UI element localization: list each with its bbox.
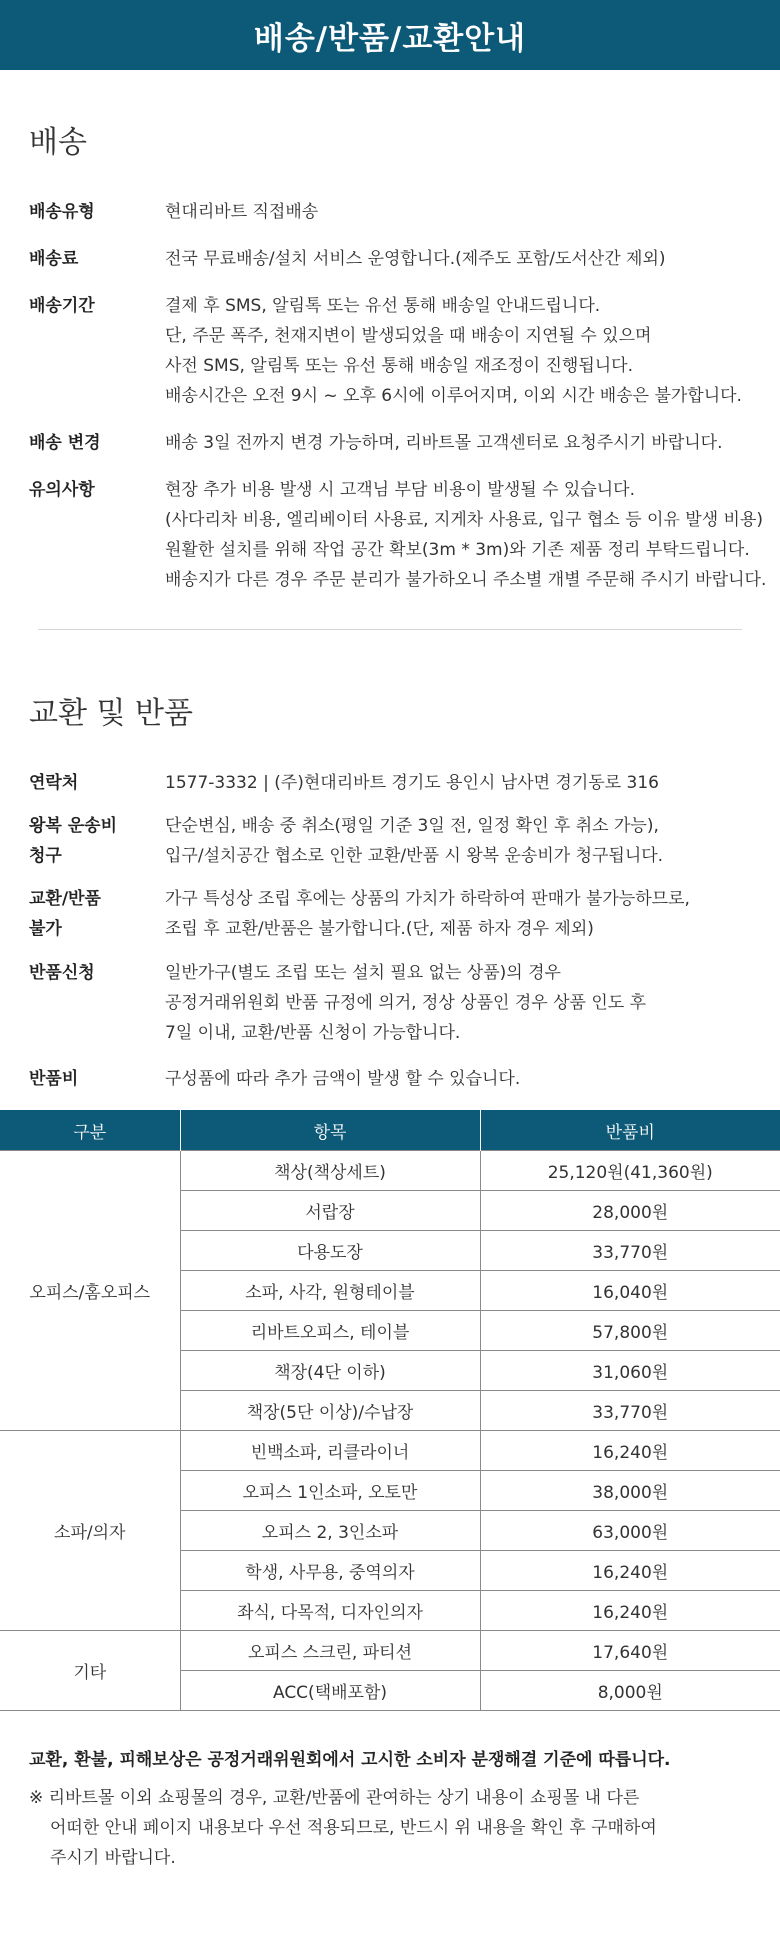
info-row — [0, 197, 780, 227]
info-row-label-line: 배송 변경 — [29, 433, 101, 453]
info-row-label — [29, 475, 165, 595]
info-row-label-line: 배송료 — [29, 249, 79, 269]
item-fee-cell: 33,770원 — [480, 1391, 780, 1431]
page-header — [0, 0, 780, 70]
table-header-row — [0, 1110, 780, 1151]
item-name-cell: 오피스 2, 3인소파 — [180, 1511, 480, 1551]
info-row — [0, 1064, 780, 1094]
info-row-label-line: 청구 — [29, 846, 62, 866]
info-row-value — [165, 768, 780, 798]
info-row — [0, 958, 780, 1048]
info-row-label — [29, 197, 165, 227]
category-cell: 오피스/홈오피스 — [0, 1151, 180, 1431]
info-row-value-line: 일반가구(별도 조립 또는 설치 필요 없는 상품)의 경우 — [165, 963, 561, 983]
info-row-label-line: 교환/반품 — [29, 889, 101, 909]
info-row-value-line: 공정거래위원회 반품 규정에 의거, 정상 상품인 경우 상품 인도 후 — [165, 993, 647, 1013]
info-row — [0, 291, 780, 411]
item-fee-cell: 16,240원 — [480, 1551, 780, 1591]
return-fee-table — [0, 1110, 780, 1711]
info-row-value — [165, 958, 780, 1048]
item-name-cell: 학생, 사무용, 중역의자 — [180, 1551, 480, 1591]
info-row-label-line: 반품비 — [29, 1069, 79, 1089]
info-row-label — [29, 811, 165, 871]
category-cell: 소파/의자 — [0, 1431, 180, 1631]
reference-note-line: ※ 리바트몰 이외 쇼핑몰의 경우, 교환/반품에 관여하는 상기 내용이 쇼핑몰 내 다른 — [29, 1788, 640, 1808]
shipping-section-title: 배송 — [29, 125, 87, 160]
info-row-value-line: 결제 후 SMS, 알림톡 또는 유선 통해 배송일 안내드립니다. — [165, 296, 601, 316]
item-fee-cell: 28,000원 — [480, 1191, 780, 1231]
info-row-label — [29, 768, 165, 798]
info-row-value — [165, 291, 780, 411]
info-row-label-line: 배송유형 — [29, 202, 95, 222]
item-fee-cell: 25,120원(41,360원) — [480, 1151, 780, 1191]
info-row-value — [165, 884, 780, 944]
item-fee-cell: 31,060원 — [480, 1351, 780, 1391]
info-row-label — [29, 291, 165, 411]
info-row-value — [165, 244, 780, 274]
info-row-value-line: 1577-3332 | (주)현대리바트 경기도 용인시 남사면 경기동로 316 — [165, 773, 659, 793]
info-row-label — [29, 244, 165, 274]
info-row-label-line: 반품신청 — [29, 963, 95, 983]
table-row — [0, 1151, 780, 1191]
info-row-label — [29, 884, 165, 944]
info-row-value-line: 현장 추가 비용 발생 시 고객님 부담 비용이 발생될 수 있습니다. — [165, 480, 635, 500]
info-row-value — [165, 811, 780, 871]
info-row-value — [165, 197, 780, 227]
item-fee-cell: 17,640원 — [480, 1631, 780, 1671]
info-row-value-line: 단, 주문 폭주, 천재지변이 발생되었을 때 배송이 지연될 수 있으며 — [165, 326, 652, 346]
info-row-value-line: 사전 SMS, 알림톡 또는 유선 통해 배송일 재조정이 진행됩니다. — [165, 356, 633, 376]
exchange-info-list — [0, 768, 780, 1094]
info-row — [0, 428, 780, 458]
item-fee-cell: 16,240원 — [480, 1591, 780, 1631]
page-title: 배송/반품/교환안내 — [253, 20, 527, 57]
item-fee-cell: 33,770원 — [480, 1231, 780, 1271]
info-row-value-line: 조립 후 교환/반품은 불가합니다.(단, 제품 하자 경우 제외) — [165, 919, 594, 939]
info-row-label-line: 배송기간 — [29, 296, 95, 316]
item-fee-cell: 63,000원 — [480, 1511, 780, 1551]
item-fee-cell: 16,040원 — [480, 1271, 780, 1311]
item-name-cell: 책상(책상세트) — [180, 1151, 480, 1191]
reference-note-line: 어떠한 안내 페이지 내용보다 우선 적용되므로, 반드시 위 내용을 확인 후 구매하여 — [50, 1818, 657, 1838]
exchange-section-title: 교환 및 반품 — [29, 696, 193, 731]
info-row-value-line: (사다리차 비용, 엘리베이터 사용료, 지게차 사용료, 입구 협소 등 이유 발생 비용) — [165, 510, 763, 530]
info-row-value-line: 배송시간은 오전 9시 ~ 오후 6시에 이루어지며, 이외 시간 배송은 불가합니다. — [165, 386, 742, 406]
item-name-cell: 책장(4단 이하) — [180, 1351, 480, 1391]
info-row-label — [29, 1064, 165, 1094]
reference-note — [0, 1783, 780, 1873]
info-row — [0, 475, 780, 595]
item-name-cell: 좌식, 다목적, 디자인의자 — [180, 1591, 480, 1631]
reference-note-line: 주시기 바랍니다. — [50, 1848, 176, 1868]
item-name-cell: ACC(택배포함) — [180, 1671, 480, 1711]
item-fee-cell: 16,240원 — [480, 1431, 780, 1471]
info-row — [0, 768, 780, 798]
info-row-label-line: 불가 — [29, 919, 62, 939]
item-fee-cell: 57,800원 — [480, 1311, 780, 1351]
table-row — [0, 1631, 780, 1671]
item-name-cell: 리바트오피스, 테이블 — [180, 1311, 480, 1351]
item-name-cell: 서랍장 — [180, 1191, 480, 1231]
item-name-cell: 소파, 사각, 원형테이블 — [180, 1271, 480, 1311]
item-fee-cell: 8,000원 — [480, 1671, 780, 1711]
item-name-cell: 빈백소파, 리클라이너 — [180, 1431, 480, 1471]
info-row-value-line: 전국 무료배송/설치 서비스 운영합니다.(제주도 포함/도서산간 제외) — [165, 249, 666, 269]
info-row-value — [165, 1064, 780, 1094]
info-row-value-line: 배송지가 다른 경우 주문 분리가 불가하오니 주소별 개별 주문해 주시기 바랍니다. — [165, 570, 767, 590]
info-row — [0, 244, 780, 274]
info-row-label — [29, 958, 165, 1048]
column-header-item: 항목 — [180, 1110, 480, 1151]
info-row-value-line: 7일 이내, 교환/반품 신청이 가능합니다. — [165, 1023, 461, 1043]
info-row-value-line: 구성품에 따라 추가 금액이 발생 할 수 있습니다. — [165, 1069, 521, 1089]
info-row-value-line: 현대리바트 직접배송 — [165, 202, 319, 222]
info-row-value — [165, 475, 780, 595]
category-cell: 기타 — [0, 1631, 180, 1711]
column-header-category: 구분 — [0, 1110, 180, 1151]
table-row — [0, 1431, 780, 1471]
info-row-label-line: 왕복 운송비 — [29, 816, 118, 836]
info-row-label — [29, 428, 165, 458]
item-name-cell: 오피스 스크린, 파티션 — [180, 1631, 480, 1671]
info-row — [0, 811, 780, 871]
info-row-value-line: 단순변심, 배송 중 취소(평일 기준 3일 전, 일정 확인 후 취소 가능), — [165, 816, 659, 836]
shipping-info-list — [0, 197, 780, 595]
info-row — [0, 884, 780, 944]
item-fee-cell: 38,000원 — [480, 1471, 780, 1511]
info-row-value-line: 입구/설치공간 협소로 인한 교환/반품 시 왕복 운송비가 청구됩니다. — [165, 846, 664, 866]
info-row-label-line: 연락처 — [29, 773, 79, 793]
info-row-value-line: 원활한 설치를 위해 작업 공간 확보(3m * 3m)와 기존 제품 정리 부탁드립니다. — [165, 540, 750, 560]
info-row-label-line: 유의사항 — [29, 480, 95, 500]
dispute-notice: 교환, 환불, 피해보상은 공정거래위원회에서 고시한 소비자 분쟁해결 기준에 따릅니다. — [29, 1750, 671, 1770]
info-row-value — [165, 428, 780, 458]
info-row-value-line: 가구 특성상 조립 후에는 상품의 가치가 하락하여 판매가 불가능하므로, — [165, 889, 690, 909]
info-row-value-line: 배송 3일 전까지 변경 가능하며, 리바트몰 고객센터로 요청주시기 바랍니다. — [165, 433, 723, 453]
item-name-cell: 오피스 1인소파, 오토만 — [180, 1471, 480, 1511]
item-name-cell: 책장(5단 이상)/수납장 — [180, 1391, 480, 1431]
item-name-cell: 다용도장 — [180, 1231, 480, 1271]
column-header-fee: 반품비 — [480, 1110, 780, 1151]
